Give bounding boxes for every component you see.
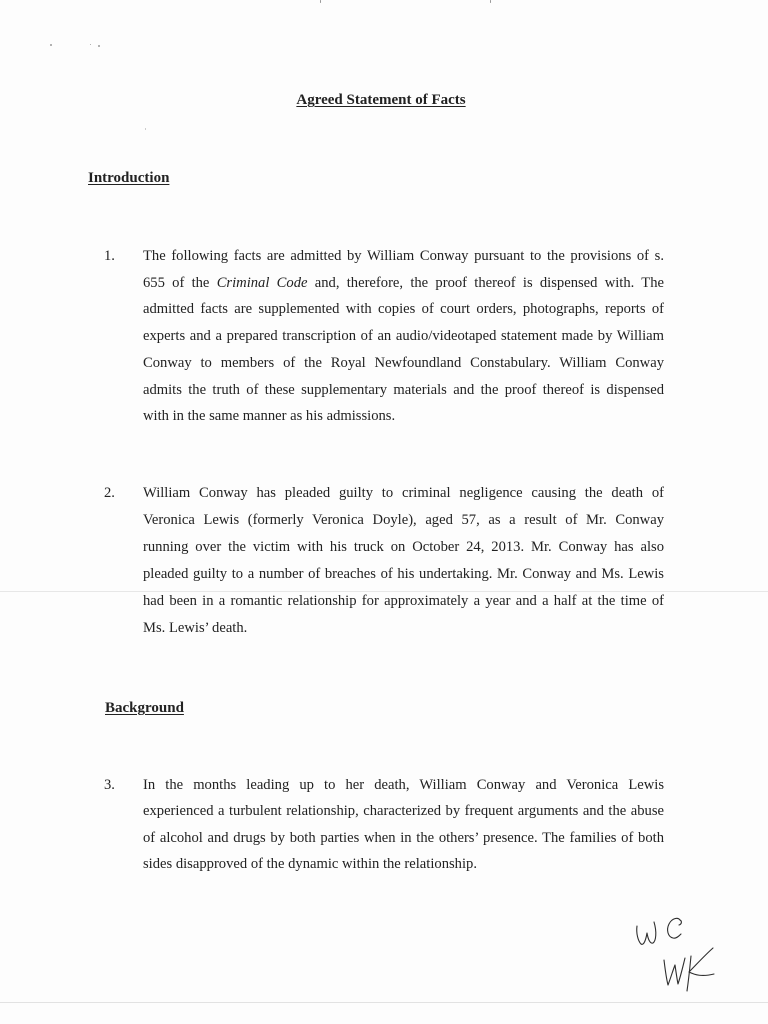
paragraph-number: 2. bbox=[104, 485, 115, 501]
line-segment: and, therefore, the proof thereof is dispensed with. The bbox=[307, 274, 665, 291]
section-heading-label: Introduction bbox=[88, 170, 170, 186]
paragraph-line bbox=[143, 270, 664, 297]
initials-wk-mark bbox=[664, 948, 714, 991]
scan-speck bbox=[145, 128, 146, 130]
scan-artifact-line bbox=[0, 1002, 768, 1003]
paragraph-line: Ms. Lewis’ death. bbox=[143, 620, 248, 636]
document-title-row bbox=[0, 91, 762, 109]
section-heading-background bbox=[105, 699, 184, 717]
line-segment: 655 of the bbox=[143, 274, 217, 291]
initials-wk-stroke bbox=[664, 958, 685, 985]
initials-wc-stroke bbox=[668, 918, 681, 938]
paragraph-line: experienced a turbulent relationship, characterized by frequent arguments and the abuse bbox=[143, 803, 664, 820]
paragraph-line: Veronica Lewis (formerly Veronica Doyle), aged 57, as a result of Mr. Conway bbox=[143, 512, 664, 528]
paragraph-1 bbox=[143, 243, 664, 430]
section-heading-introduction bbox=[88, 169, 169, 187]
paragraph-line: The following facts are admitted by William Conway pursuant to the provisions of s. bbox=[143, 248, 664, 264]
initials-wk-stroke bbox=[687, 956, 691, 991]
scan-speck bbox=[490, 0, 491, 3]
section-heading-label: Background bbox=[105, 700, 184, 716]
scan-speck bbox=[320, 0, 321, 3]
statute-name-italic: Criminal Code bbox=[216, 274, 308, 291]
initials-wc-mark bbox=[637, 918, 682, 944]
initials-wc-stroke bbox=[637, 922, 656, 944]
paragraph-line: admits the truth of these supplementary materials and the proof thereof is dispensed bbox=[143, 381, 664, 398]
paragraph-line: admitted facts are supplemented with copies of court orders, photographs, reports of bbox=[143, 301, 664, 318]
paragraph-line: In the months leading up to her death, William Conway and Veronica Lewis bbox=[143, 777, 664, 793]
paragraph-line: William Conway has pleaded guilty to criminal negligence causing the death of bbox=[143, 485, 664, 501]
paragraph-3 bbox=[143, 772, 664, 878]
paragraph-line: with in the same manner as his admissions. bbox=[143, 408, 396, 425]
paragraph-line: had been in a romantic relationship for approximately a year and a half at the time of bbox=[143, 593, 664, 609]
initials-wk-stroke bbox=[689, 948, 714, 975]
paragraph-2 bbox=[143, 480, 664, 642]
paragraph-number: 3. bbox=[104, 777, 115, 793]
paragraph-line: of alcohol and drugs by both parties when in the others’ presence. The families of both bbox=[143, 829, 664, 846]
paragraph-line: running over the victim with his truck on October 24, 2013. Mr. Conway has also bbox=[143, 539, 664, 555]
scan-speck bbox=[50, 44, 52, 46]
paragraph-number: 1. bbox=[104, 248, 115, 264]
scan-speck bbox=[98, 45, 100, 47]
document-title: Agreed Statement of Facts bbox=[296, 92, 466, 108]
initials-wc-stroke bbox=[679, 920, 681, 925]
paragraph-line: sides disapproved of the dynamic within the relationship. bbox=[143, 856, 477, 873]
scan-speck bbox=[90, 44, 91, 45]
paragraph-line: Conway to members of the Royal Newfoundland Constabulary. William Conway bbox=[143, 354, 664, 371]
paragraph-line: pleaded guilty to a number of breaches of his undertaking. Mr. Conway and Ms. Lewis bbox=[143, 566, 664, 582]
paragraph-line: experts and a prepared transcription of an audio/videotaped statement made by William bbox=[143, 328, 664, 345]
